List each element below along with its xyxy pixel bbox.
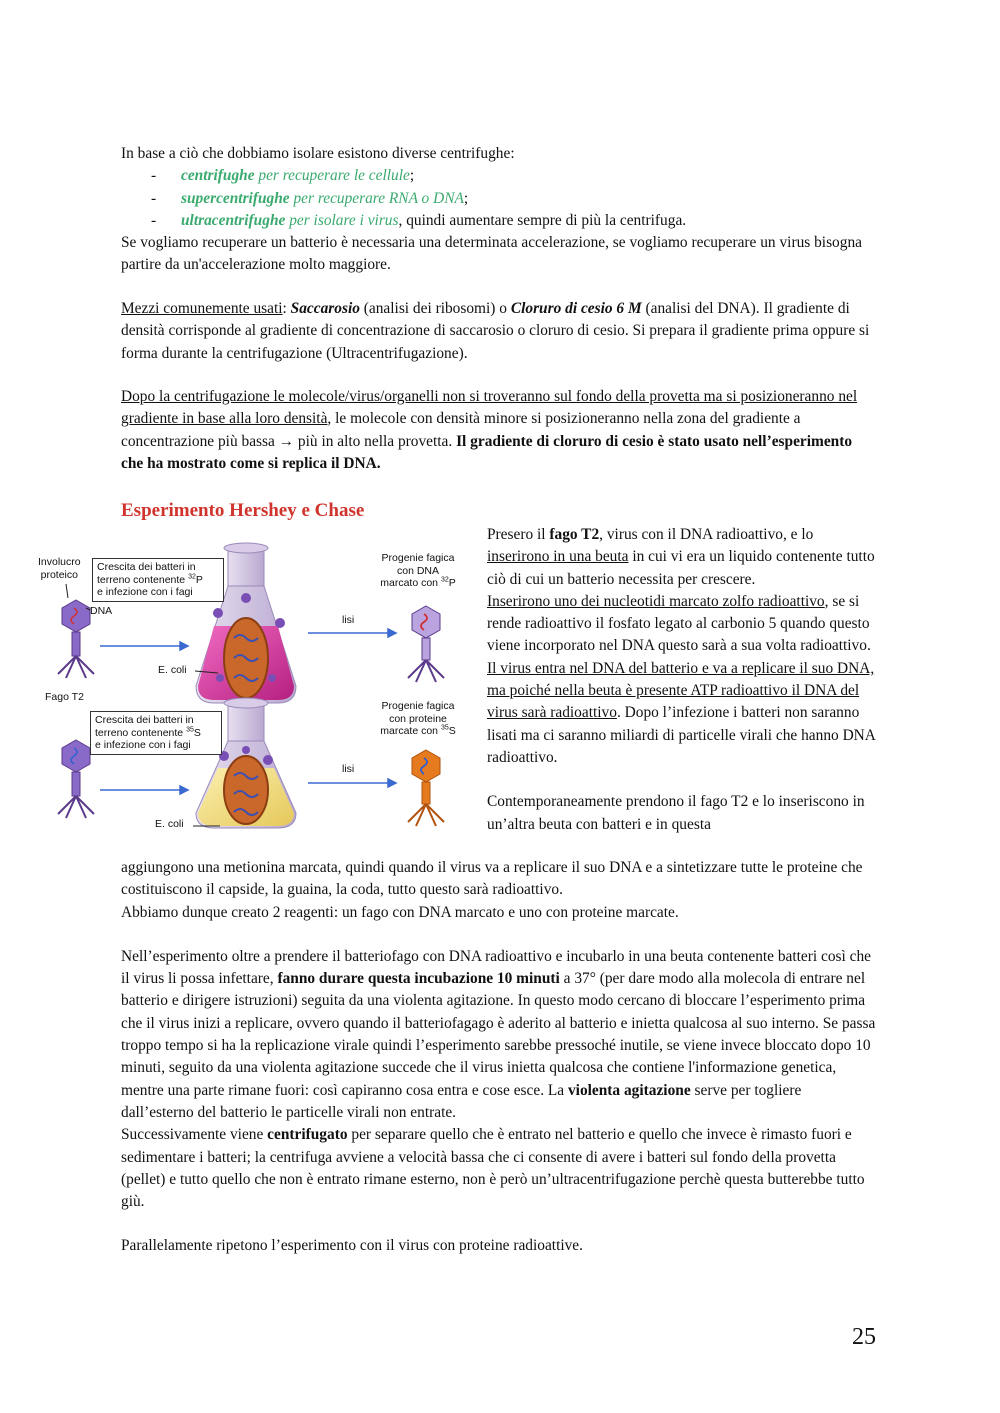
p6-a: Successivamente viene <box>121 1126 268 1144</box>
right-column <box>487 524 879 836</box>
p5-e: serve per togliere dall’esterno del batterio le particelle virali non entrate. <box>121 1081 802 1121</box>
cont-p6 <box>121 1124 877 1213</box>
term-cloruro: Cloruro di cesio 6 M <box>510 300 642 317</box>
progenie1-sup: 32 <box>440 576 449 584</box>
box-35s-line1: Crescita dei batteri in <box>95 714 194 726</box>
page-number: 25 <box>852 1324 876 1350</box>
cont-p7: Parallelamente ripetono l’esperimento con il virus con proteine radioattive. <box>121 1237 583 1255</box>
phage-progeny-32p <box>408 606 444 682</box>
p1-underline-1: inserirono in una beuta <box>487 548 629 566</box>
label-progenie-35s <box>373 700 463 738</box>
box-35s <box>90 711 222 755</box>
label-fago-t2: Fago T2 <box>45 691 84 703</box>
p1-e: , se si rende radioattivo il fosfato legato al carbonio 5 quando questo viene incorporato nel DNA questo sarà a sua volta radioattivo. <box>487 592 871 655</box>
list-tail: , quindi aumentare sempre di più la centrifuga. <box>398 211 687 229</box>
term-ultracentrifughe: ultracentrifughe <box>181 211 286 229</box>
list-dash: - <box>151 189 157 207</box>
mezzi-paragraph <box>121 298 877 365</box>
progenie2-text: marcate con <box>380 725 441 737</box>
mezzi-label: Mezzi comunemente usati <box>121 300 283 317</box>
phage-progeny-35s <box>408 750 444 826</box>
p1-c: , virus con il DNA radioattivo, e lo <box>599 526 814 543</box>
p5-c: a 37° (per dare modo alla molecola di entrare nel batterio e dirigere istruzioni) seguita da una violenta agitazione. In questo modo cercano di bloccare l’esperimento prima che il virus inizi a replicare, ovvero quando il batteriofagago è aderito al batterio e inietta qualcosa al suo interno. Se passa troppo tempo si ha la replicazione virale quindi l’esperimento sarebbe pressoché inutile, se viene invece bloccato dopo 10 minuti, seguito da una violenta agitazione succede che il virus inietta qualcosa che contiene l'informazione genetica, mentre una parte rimane fuori: così capiranno cosa entra e cose esce. La <box>121 970 876 1099</box>
box-32p-el: P <box>195 573 203 586</box>
label-involucro: Involucro proteico <box>38 556 81 581</box>
phage-left-bottom <box>58 740 94 818</box>
list-dash: - <box>151 167 157 185</box>
intro-lead: In base a ciò che dobbiamo isolare esistono diverse centrifughe: <box>121 145 515 162</box>
progenie2-sup: 35 <box>440 724 449 732</box>
mezzi-colon: : <box>282 300 291 317</box>
progenie2-l3 <box>373 725 463 738</box>
label-progenie-32p <box>373 552 463 590</box>
box-35s-el: S <box>193 726 201 739</box>
term-desc: per recuperare RNA o DNA <box>289 189 464 207</box>
centrifuge-list <box>121 165 877 232</box>
p1-underline-2: Inserirono uno dei nucleotidi marcato zolfo radioattivo <box>487 592 825 610</box>
label-dna: DNA <box>90 605 113 617</box>
p2-underline: Il virus entra nel DNA del batterio e va a replicare il suo DNA, ma poiché nella beuta è presente ATP radioattivo il DNA del virus sarà radioattivo <box>487 659 875 722</box>
p5-bold-agitazione: violenta agitazione <box>567 1081 691 1099</box>
label-ecoli-2: E. coli <box>155 818 184 830</box>
p6-c: per separare quello che è entrato nel batterio e quello che invece è rimasto fuori e sedimentare i batteri; la centrifuga avviene a velocità bassa che ci consente di avere i batteri sul fondo della provetta (pellet) e tutto quello che non è entrato rimane esterno, non è però un’ultracentrifugazione perchè questa butterebbe tutto giù. <box>121 1126 865 1211</box>
dopo-bold: Il gradiente di cloruro di cesio è stato usato nell’esperimento che ha mostrato come si replica il DNA. <box>121 432 853 472</box>
mezzi-rest: (analisi del DNA). Il gradiente di densità corrisponde al gradiente di concentrazione di saccarosio o cloruro di cesio. Si prepara il gradiente prima oppure si forma durante la centrifugazione (Ultracentrifugazione). <box>121 300 870 362</box>
p1-a: Presero il <box>487 526 550 543</box>
progenie1-l1: Progenie fagica <box>381 552 455 564</box>
hershey-chase-figure <box>28 528 468 838</box>
box-32p <box>92 558 224 602</box>
p2-rest: . Dopo l’infezione i batteri non saranno lisati ma ci saranno miliardi di particelle virali che hanno DNA radioattivo. <box>487 704 876 766</box>
p5-bold-incubazione: fanno durare questa incubazione 10 minuti <box>277 970 560 988</box>
term-supercentrifughe: supercentrifughe <box>181 189 290 207</box>
dopo-underlined: Dopo la centrifugazione le molecole/virus/organelli non si troveranno sul fondo della provetta ma si posizioneranno nel gradiente in base alla loro densità <box>121 388 858 428</box>
progenie2-el: S <box>448 725 456 737</box>
progenie1-text: marcato con <box>380 577 441 589</box>
dopo-rest: , le molecole con densità minore si posizioneranno nella zona del gradiente a concentrazione più bassa → più in alto nella provetta. <box>121 410 801 450</box>
right-paragraph-3: Contemporaneamente prendono il fago T2 e lo inseriscono in un’altra beuta con batteri e in questa <box>487 793 865 833</box>
list-tail: ; <box>409 167 415 185</box>
continuation <box>121 857 877 1258</box>
phage-left-top <box>58 600 94 678</box>
box-32p-line3: e infezione con i fagi <box>97 586 193 598</box>
term-saccarosio: Saccarosio <box>290 300 360 317</box>
progenie1-el: P <box>448 577 456 589</box>
box-35s-line3: e infezione con i fagi <box>95 739 191 751</box>
progenie1-l2: con DNA <box>396 564 439 577</box>
cont-p3-rest: aggiungono una metionina marcata, quindi quando il virus va a replicare il suo DNA e a sintetizzare tutte le proteine che costituiscono il capside, la guaina, la coda, tutto questo sarà radioattivo. <box>121 859 863 899</box>
list-item <box>121 165 877 187</box>
box-32p-line2 <box>97 574 219 587</box>
mezzi-mid: (analisi dei ribosomi) o <box>359 300 511 317</box>
p6-bold-centrifugato: centrifugato <box>267 1126 348 1144</box>
progenie1-l3 <box>373 577 463 590</box>
term-desc: per isolare i virus <box>285 211 399 229</box>
cont-p4: Abbiamo dunque creato 2 reagenti: un fago con DNA marcato e uno con proteine marcate. <box>121 903 679 921</box>
p1-d: in cui vi era un liquido contenente tutto ciò di cui un batterio necessita per crescere. <box>487 548 875 588</box>
label-lisi-2: lisi <box>342 763 355 775</box>
list-item <box>121 210 877 232</box>
progenie2-l2: con proteine <box>389 712 447 725</box>
progenie2-l1: Progenie fagica <box>381 700 455 712</box>
p5-a: Nell’esperimento oltre a prendere il batteriofago con DNA radioattivo e incubarlo in una beuta contenente batteri così che il virus li possa infettare, <box>121 947 871 988</box>
label-lisi-1: lisi <box>342 614 355 626</box>
box-35s-text: terreno contenente <box>95 726 187 739</box>
box-32p-sup: 32 <box>188 573 196 580</box>
term-centrifughe: centrifughe <box>181 167 255 185</box>
box-32p-text: terreno contenente <box>97 573 189 586</box>
list-dash: - <box>151 211 157 229</box>
term-desc: per recuperare le cellule <box>254 167 410 185</box>
right-paragraph-1 <box>487 524 879 658</box>
dopo-paragraph <box>121 386 877 475</box>
box-35s-sup: 35 <box>186 726 194 733</box>
right-paragraph-2 <box>487 658 879 769</box>
box-35s-line2 <box>95 727 217 740</box>
list-tail: ; <box>463 189 469 207</box>
section-heading: Esperimento Hershey e Chase <box>121 500 365 521</box>
label-ecoli-1: E. coli <box>158 664 187 676</box>
box-32p-line1: Crescita dei batteri in <box>97 561 196 573</box>
p1-fago-t2: fago T2 <box>549 526 600 543</box>
intro-after: Se vogliamo recuperare un batterio è necessaria una determinata accelerazione, se vogliamo recuperare un virus bisogna partire da un'accelerazione molto maggiore. <box>121 234 862 274</box>
intro-section <box>121 143 877 277</box>
list-item <box>121 188 877 210</box>
cont-p5 <box>121 946 877 1124</box>
